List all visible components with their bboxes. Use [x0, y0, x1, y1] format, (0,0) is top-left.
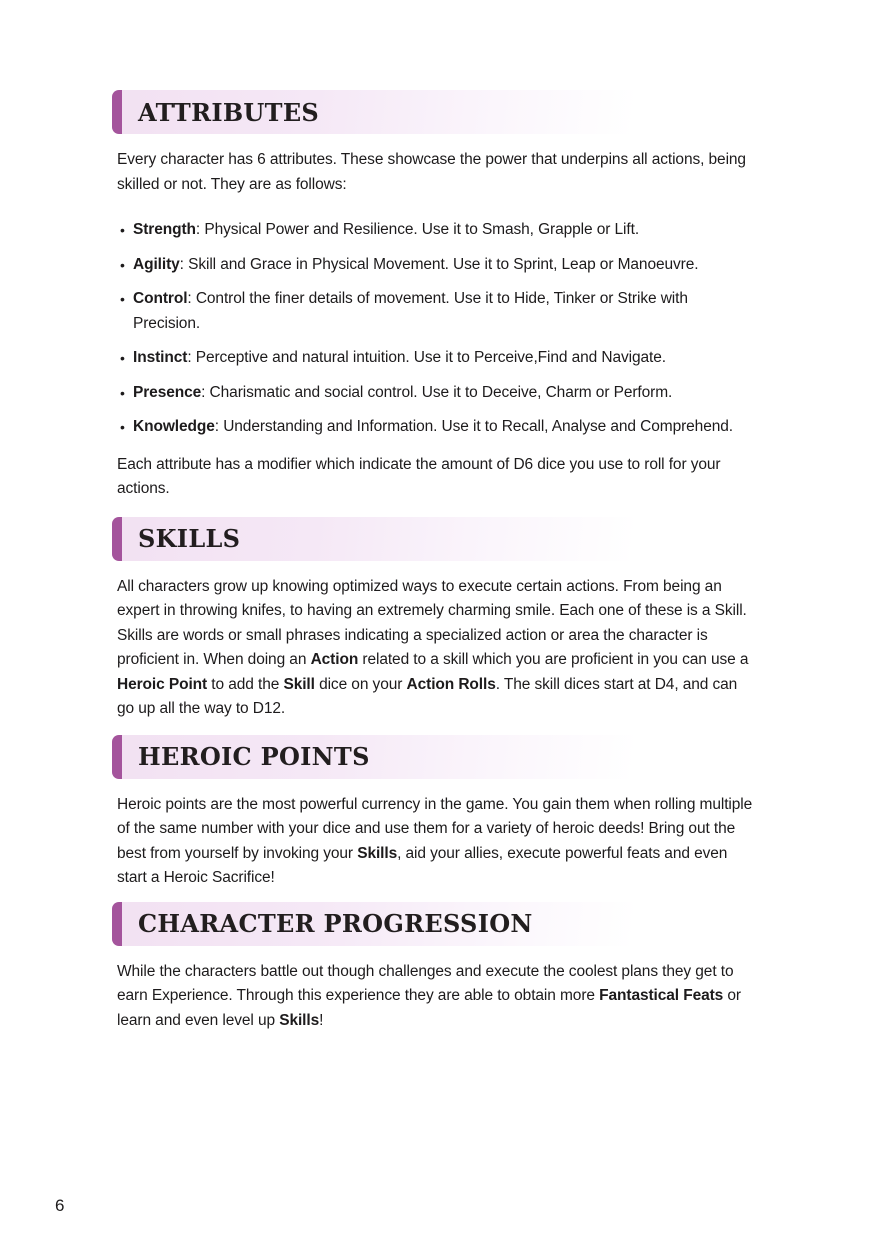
attributes-header-band: [112, 90, 644, 134]
section-heroic-points: [112, 735, 763, 891]
list-item: [120, 346, 757, 371]
attribute-term: Strength: [133, 221, 196, 238]
attribute-desc: : Perceptive and natural intuition. Use it to Perceive,Find and Navigate.: [187, 349, 666, 366]
heroic-points-paragraph: Heroic points are the most powerful currency in the game. You gain them when rolling multiple of the same number with your dice and use them for a variety of heroic deeds! Bring out the best from yourself by invoking your Skills, aid your allies, execute powerful feats and even start a Heroic Sacrifice!: [117, 795, 753, 886]
attribute-term: Presence: [133, 383, 202, 401]
bullet-marker: •: [120, 291, 125, 307]
bullet-marker: •: [120, 350, 125, 366]
heroic-points-header-band: [112, 735, 644, 779]
list-item: [120, 381, 757, 406]
bullet-marker: •: [120, 222, 125, 238]
character-progression-paragraph: While the characters battle out though challenges and execute the coolest plans they get to earn Experience. Through this experience they are able to obtain more Fantastical Feats or learn and even level up Skills!: [117, 962, 741, 1029]
page-content: [112, 90, 763, 1033]
accent-bar: [112, 90, 122, 134]
bullet-text: [133, 218, 757, 243]
list-item: [120, 415, 757, 440]
section-skills: [112, 517, 763, 722]
accent-bar: [112, 902, 122, 946]
list-item: [120, 218, 757, 243]
bullet-marker: •: [120, 256, 125, 273]
attribute-term: Knowledge: [133, 418, 215, 435]
attribute-desc: : Skill and Grace in Physical Movement. Use it to Sprint, Leap or Manoeuvre.: [179, 255, 699, 273]
section-title-heroic-points: HEROIC POINTS: [138, 742, 370, 771]
list-item: [120, 287, 757, 336]
attribute-desc: : Charismatic and social control. Use it to Deceive, Charm or Perform.: [201, 383, 673, 401]
attribute-desc: : Understanding and Information. Use it to Recall, Analyse and Comprehend.: [214, 418, 733, 435]
bullet-text: [133, 346, 757, 371]
accent-bar: [112, 735, 122, 779]
section-title-skills: SKILLS: [138, 524, 241, 553]
attribute-term: Control: [133, 290, 188, 307]
attributes-outro: Each attribute has a modifier which indicate the amount of D6 dice you use to roll for your actions.: [117, 455, 721, 497]
bullet-text: [133, 381, 757, 406]
accent-bar: [112, 517, 122, 561]
bullet-text: [133, 253, 757, 278]
attributes-list: [112, 218, 757, 440]
character-progression-header-band: [112, 902, 644, 946]
section-character-progression: [112, 902, 763, 1034]
list-item: [120, 253, 757, 278]
bullet-text: [133, 287, 757, 336]
bullet-text: [133, 415, 757, 440]
skills-paragraph: All characters grow up knowing optimized ways to execute certain actions. From being an expert in throwing knifes, to having an extremely charming smile. Each one of these is a Skill. Skills are words or small phrases indicating a specialized action or area the character is proficient in. When doing an Action related to a skill which you are proficient in you can use a Heroic Point to add the Skill dice on your Action Rolls. The skill dices start at D4, and can go up all the way to D12.: [117, 577, 749, 717]
attributes-intro: Every character has 6 attributes. These showcase the power that underpins all actions, being skilled or not. They are as follows:: [117, 151, 746, 193]
skills-header-band: [112, 517, 644, 561]
attribute-term: Instinct: [133, 349, 188, 366]
attribute-term: Agility: [133, 255, 180, 273]
page-number: 6: [55, 1196, 65, 1215]
bullet-marker: •: [120, 419, 125, 435]
bullet-marker: •: [120, 384, 125, 401]
attribute-desc: : Physical Power and Resilience. Use it to Smash, Grapple or Lift.: [195, 221, 640, 238]
attribute-desc: : Control the finer details of movement. Use it to Hide, Tinker or Strike with Precision.: [133, 290, 688, 332]
section-title-attributes: ATTRIBUTES: [138, 97, 320, 127]
section-attributes: [112, 90, 763, 502]
section-title-character-progression: CHARACTER PROGRESSION: [138, 909, 533, 938]
